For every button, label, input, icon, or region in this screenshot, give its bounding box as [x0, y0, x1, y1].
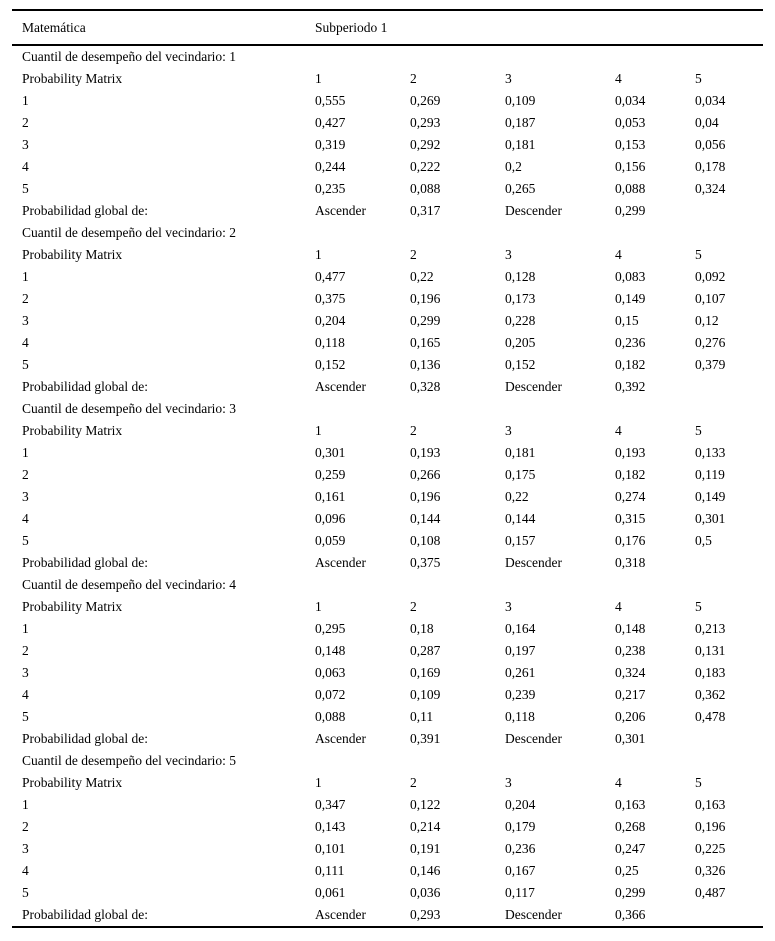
global-probability-label: Probabilidad global de:: [22, 555, 148, 570]
matrix-cell: 0,324: [615, 665, 646, 680]
matrix-cell: 0,178: [695, 159, 726, 174]
empty-cell: [695, 552, 763, 574]
ascend-value: 0,328: [410, 379, 441, 394]
quantile-section-label: Cuantil de desempeño del vecindario: 1: [22, 49, 237, 64]
matrix-header-row: [12, 596, 763, 618]
matrix-row-label: 3: [22, 313, 29, 328]
matrix-row-label: 4: [22, 511, 29, 526]
matrix-cell: 0,119: [695, 467, 725, 482]
matrix-cell: 0,034: [615, 93, 646, 108]
matrix-row-label: 3: [22, 841, 29, 856]
matrix-cell: 0,187: [505, 115, 536, 130]
matrix-cell: 0,295: [315, 621, 346, 636]
matrix-row-label: 3: [22, 489, 29, 504]
matrix-cell: 0,217: [615, 687, 646, 702]
matrix-cell: 0,214: [410, 819, 441, 834]
matrix-cell: 0,222: [410, 159, 441, 174]
matrix-column-header: 3: [505, 423, 512, 438]
matrix-cell: 0,096: [315, 511, 346, 526]
matrix-cell: 0,183: [695, 665, 726, 680]
matrix-cell: 0,173: [505, 291, 536, 306]
matrix-cell: 0,477: [315, 269, 346, 284]
matrix-cell: 0,225: [695, 841, 726, 856]
matrix-cell: 0,152: [315, 357, 346, 372]
descend-label: Descender: [505, 731, 562, 746]
matrix-cell: 0,088: [615, 181, 646, 196]
matrix-data-row: [12, 354, 763, 376]
matrix-data-row: [12, 794, 763, 816]
global-probability-row: [12, 728, 763, 750]
matrix-row-label: 1: [22, 621, 29, 636]
matrix-cell: 0,101: [315, 841, 346, 856]
matrix-cell: 0,163: [695, 797, 726, 812]
matrix-cell: 0,12: [695, 313, 719, 328]
matrix-cell: 0,036: [410, 885, 441, 900]
global-probability-label: Probabilidad global de:: [22, 379, 148, 394]
matrix-row-label: 5: [22, 885, 29, 900]
matrix-row-label: 2: [22, 115, 29, 130]
matrix-cell: 0,157: [505, 533, 536, 548]
matrix-cell: 0,056: [695, 137, 726, 152]
matrix-cell: 0,063: [315, 665, 346, 680]
global-probability-label: Probabilidad global de:: [22, 731, 148, 746]
matrix-data-row: [12, 640, 763, 662]
descend-value: 0,318: [615, 555, 646, 570]
ascend-label: Ascender: [315, 731, 366, 746]
matrix-cell: 0,176: [615, 533, 646, 548]
global-probability-row: [12, 904, 763, 927]
matrix-cell: 0,555: [315, 93, 346, 108]
matrix-data-row: [12, 442, 763, 464]
matrix-cell: 0,107: [695, 291, 726, 306]
global-probability-row: [12, 552, 763, 574]
matrix-row-label: 4: [22, 687, 29, 702]
matrix-cell: 0,236: [505, 841, 536, 856]
matrix-cell: 0,191: [410, 841, 441, 856]
subperiod-title: Subperiodo 1: [315, 10, 763, 45]
matrix-cell: 0,206: [615, 709, 646, 724]
matrix-cell: 0,163: [615, 797, 646, 812]
matrix-cell: 0,083: [615, 269, 646, 284]
matrix-cell: 0,293: [410, 115, 441, 130]
quantile-section-row: [12, 574, 763, 596]
matrix-header-label: Probability Matrix: [22, 775, 123, 790]
matrix-cell: 0,274: [615, 489, 646, 504]
matrix-cell: 0,167: [505, 863, 536, 878]
matrix-cell: 0,319: [315, 137, 346, 152]
matrix-row-label: 1: [22, 269, 29, 284]
matrix-column-header: 5: [695, 599, 702, 614]
matrix-cell: 0,169: [410, 665, 441, 680]
descend-label: Descender: [505, 555, 562, 570]
matrix-column-header: 3: [505, 599, 512, 614]
matrix-data-row: [12, 332, 763, 354]
quantile-section-row: [12, 45, 763, 68]
matrix-row-label: 4: [22, 863, 29, 878]
matrix-cell: 0,379: [695, 357, 726, 372]
matrix-cell: 0,165: [410, 335, 441, 350]
matrix-cell: 0,118: [315, 335, 345, 350]
matrix-cell: 0,204: [315, 313, 346, 328]
matrix-cell: 0,109: [410, 687, 441, 702]
matrix-cell: 0,292: [410, 137, 441, 152]
matrix-cell: 0,299: [410, 313, 441, 328]
matrix-header-row: [12, 244, 763, 266]
matrix-cell: 0,133: [695, 445, 726, 460]
matrix-data-row: [12, 838, 763, 860]
matrix-cell: 0,324: [695, 181, 726, 196]
matrix-row-label: 1: [22, 797, 29, 812]
matrix-row-label: 5: [22, 709, 29, 724]
matrix-cell: 0,18: [410, 621, 434, 636]
matrix-column-header: 1: [315, 71, 322, 86]
matrix-data-row: [12, 618, 763, 640]
matrix-cell: 0,156: [615, 159, 646, 174]
matrix-cell: 0,111: [315, 863, 345, 878]
matrix-cell: 0,196: [410, 489, 441, 504]
matrix-cell: 0,146: [410, 863, 441, 878]
matrix-cell: 0,182: [615, 357, 646, 372]
matrix-row-label: 3: [22, 665, 29, 680]
matrix-cell: 0,053: [615, 115, 646, 130]
matrix-data-row: [12, 882, 763, 904]
matrix-data-row: [12, 662, 763, 684]
matrix-cell: 0,04: [695, 115, 719, 130]
matrix-row-label: 2: [22, 643, 29, 658]
matrix-cell: 0,148: [315, 643, 346, 658]
descend-label: Descender: [505, 203, 562, 218]
matrix-cell: 0,299: [615, 885, 646, 900]
matrix-cell: 0,164: [505, 621, 536, 636]
matrix-cell: 0,2: [505, 159, 522, 174]
ascend-label: Ascender: [315, 555, 366, 570]
matrix-cell: 0,213: [695, 621, 726, 636]
descend-value: 0,392: [615, 379, 646, 394]
matrix-cell: 0,034: [695, 93, 726, 108]
empty-cell: [695, 376, 763, 398]
matrix-cell: 0,196: [695, 819, 726, 834]
matrix-row-label: 4: [22, 159, 29, 174]
matrix-cell: 0,204: [505, 797, 536, 812]
matrix-cell: 0,11: [410, 709, 434, 724]
descend-value: 0,299: [615, 203, 646, 218]
matrix-column-header: 4: [615, 423, 622, 438]
matrix-cell: 0,239: [505, 687, 536, 702]
matrix-row-label: 1: [22, 93, 29, 108]
matrix-cell: 0,244: [315, 159, 346, 174]
matrix-cell: 0,088: [410, 181, 441, 196]
matrix-cell: 0,362: [695, 687, 726, 702]
matrix-row-label: 5: [22, 533, 29, 548]
matrix-header-row: [12, 68, 763, 90]
matrix-cell: 0,061: [315, 885, 346, 900]
table-header-row: [12, 10, 763, 45]
matrix-cell: 0,22: [505, 489, 529, 504]
matrix-cell: 0,301: [695, 511, 726, 526]
matrix-cell: 0,427: [315, 115, 346, 130]
matrix-column-header: 5: [695, 71, 702, 86]
matrix-cell: 0,148: [615, 621, 646, 636]
matrix-cell: 0,301: [315, 445, 346, 460]
ascend-value: 0,317: [410, 203, 441, 218]
matrix-row-label: 1: [22, 445, 29, 460]
matrix-cell: 0,181: [505, 445, 536, 460]
matrix-cell: 0,487: [695, 885, 726, 900]
matrix-data-row: [12, 134, 763, 156]
matrix-cell: 0,109: [505, 93, 536, 108]
matrix-column-header: 1: [315, 775, 322, 790]
matrix-cell: 0,161: [315, 489, 346, 504]
matrix-column-header: 5: [695, 423, 702, 438]
matrix-cell: 0,118: [505, 709, 535, 724]
matrix-cell: 0,228: [505, 313, 536, 328]
quantile-section-row: [12, 398, 763, 420]
matrix-data-row: [12, 816, 763, 838]
quantile-section-label: Cuantil de desempeño del vecindario: 5: [22, 753, 237, 768]
matrix-cell: 0,175: [505, 467, 536, 482]
matrix-cell: 0,268: [615, 819, 646, 834]
matrix-row-label: 3: [22, 137, 29, 152]
matrix-column-header: 4: [615, 599, 622, 614]
matrix-cell: 0,072: [315, 687, 346, 702]
matrix-column-header: 2: [410, 423, 417, 438]
matrix-cell: 0,478: [695, 709, 726, 724]
descend-label: Descender: [505, 379, 562, 394]
matrix-data-row: [12, 310, 763, 332]
matrix-data-row: [12, 156, 763, 178]
matrix-cell: 0,128: [505, 269, 536, 284]
subject-title: Matemática: [12, 10, 315, 45]
matrix-data-row: [12, 486, 763, 508]
matrix-column-header: 5: [695, 247, 702, 262]
matrix-cell: 0,266: [410, 467, 441, 482]
matrix-cell: 0,131: [695, 643, 726, 658]
matrix-cell: 0,193: [410, 445, 441, 460]
matrix-cell: 0,059: [315, 533, 346, 548]
ascend-label: Ascender: [315, 203, 366, 218]
matrix-data-row: [12, 860, 763, 882]
matrix-cell: 0,247: [615, 841, 646, 856]
empty-cell: [695, 904, 763, 927]
matrix-cell: 0,22: [410, 269, 434, 284]
matrix-header-label: Probability Matrix: [22, 71, 123, 86]
matrix-cell: 0,287: [410, 643, 441, 658]
matrix-cell: 0,205: [505, 335, 536, 350]
matrix-cell: 0,144: [505, 511, 536, 526]
matrix-cell: 0,236: [615, 335, 646, 350]
matrix-data-row: [12, 266, 763, 288]
quantile-section-label: Cuantil de desempeño del vecindario: 4: [22, 577, 237, 592]
matrix-cell: 0,179: [505, 819, 536, 834]
matrix-column-header: 2: [410, 775, 417, 790]
descend-label: Descender: [505, 907, 562, 922]
matrix-cell: 0,276: [695, 335, 726, 350]
matrix-cell: 0,149: [695, 489, 726, 504]
matrix-cell: 0,25: [615, 863, 639, 878]
matrix-column-header: 3: [505, 71, 512, 86]
matrix-cell: 0,269: [410, 93, 441, 108]
matrix-header-label: Probability Matrix: [22, 423, 123, 438]
matrix-row-label: 5: [22, 181, 29, 196]
ascend-value: 0,293: [410, 907, 441, 922]
matrix-cell: 0,259: [315, 467, 346, 482]
matrix-data-row: [12, 178, 763, 200]
matrix-cell: 0,117: [505, 885, 535, 900]
matrix-column-header: 3: [505, 775, 512, 790]
matrix-cell: 0,181: [505, 137, 536, 152]
descend-value: 0,366: [615, 907, 646, 922]
matrix-data-row: [12, 90, 763, 112]
matrix-header-label: Probability Matrix: [22, 599, 123, 614]
quantile-section-row: [12, 750, 763, 772]
matrix-cell: 0,235: [315, 181, 346, 196]
matrix-row-label: 4: [22, 335, 29, 350]
matrix-row-label: 2: [22, 819, 29, 834]
ascend-label: Ascender: [315, 907, 366, 922]
matrix-data-row: [12, 684, 763, 706]
matrix-cell: 0,144: [410, 511, 441, 526]
matrix-column-header: 5: [695, 775, 702, 790]
matrix-column-header: 4: [615, 71, 622, 86]
empty-cell: [695, 200, 763, 222]
ascend-label: Ascender: [315, 379, 366, 394]
ascend-value: 0,375: [410, 555, 441, 570]
matrix-cell: 0,261: [505, 665, 536, 680]
transition-probability-table: [12, 9, 763, 928]
empty-cell: [695, 728, 763, 750]
matrix-cell: 0,315: [615, 511, 646, 526]
matrix-cell: 0,122: [410, 797, 441, 812]
matrix-cell: 0,347: [315, 797, 346, 812]
matrix-cell: 0,238: [615, 643, 646, 658]
matrix-cell: 0,375: [315, 291, 346, 306]
descend-value: 0,301: [615, 731, 646, 746]
matrix-column-header: 1: [315, 247, 322, 262]
matrix-column-header: 1: [315, 599, 322, 614]
matrix-cell: 0,092: [695, 269, 726, 284]
matrix-column-header: 2: [410, 247, 417, 262]
matrix-cell: 0,153: [615, 137, 646, 152]
matrix-header-row: [12, 420, 763, 442]
matrix-cell: 0,152: [505, 357, 536, 372]
matrix-row-label: 2: [22, 291, 29, 306]
matrix-cell: 0,088: [315, 709, 346, 724]
matrix-header-row: [12, 772, 763, 794]
matrix-header-label: Probability Matrix: [22, 247, 123, 262]
matrix-cell: 0,265: [505, 181, 536, 196]
matrix-data-row: [12, 288, 763, 310]
matrix-data-row: [12, 706, 763, 728]
matrix-cell: 0,193: [615, 445, 646, 460]
global-probability-label: Probabilidad global de:: [22, 907, 148, 922]
matrix-cell: 0,196: [410, 291, 441, 306]
matrix-data-row: [12, 464, 763, 486]
matrix-cell: 0,149: [615, 291, 646, 306]
matrix-column-header: 1: [315, 423, 322, 438]
matrix-cell: 0,15: [615, 313, 639, 328]
global-probability-row: [12, 200, 763, 222]
matrix-column-header: 4: [615, 775, 622, 790]
matrix-row-label: 2: [22, 467, 29, 482]
global-probability-row: [12, 376, 763, 398]
matrix-column-header: 4: [615, 247, 622, 262]
matrix-cell: 0,5: [695, 533, 712, 548]
matrix-column-header: 2: [410, 71, 417, 86]
matrix-column-header: 2: [410, 599, 417, 614]
matrix-data-row: [12, 508, 763, 530]
quantile-section-label: Cuantil de desempeño del vecindario: 3: [22, 401, 237, 416]
matrix-data-row: [12, 112, 763, 134]
quantile-section-row: [12, 222, 763, 244]
matrix-cell: 0,136: [410, 357, 441, 372]
quantile-section-label: Cuantil de desempeño del vecindario: 2: [22, 225, 237, 240]
matrix-cell: 0,143: [315, 819, 346, 834]
matrix-cell: 0,182: [615, 467, 646, 482]
matrix-column-header: 3: [505, 247, 512, 262]
ascend-value: 0,391: [410, 731, 441, 746]
matrix-data-row: [12, 530, 763, 552]
global-probability-label: Probabilidad global de:: [22, 203, 148, 218]
matrix-cell: 0,326: [695, 863, 726, 878]
matrix-cell: 0,197: [505, 643, 536, 658]
matrix-cell: 0,108: [410, 533, 441, 548]
matrix-row-label: 5: [22, 357, 29, 372]
